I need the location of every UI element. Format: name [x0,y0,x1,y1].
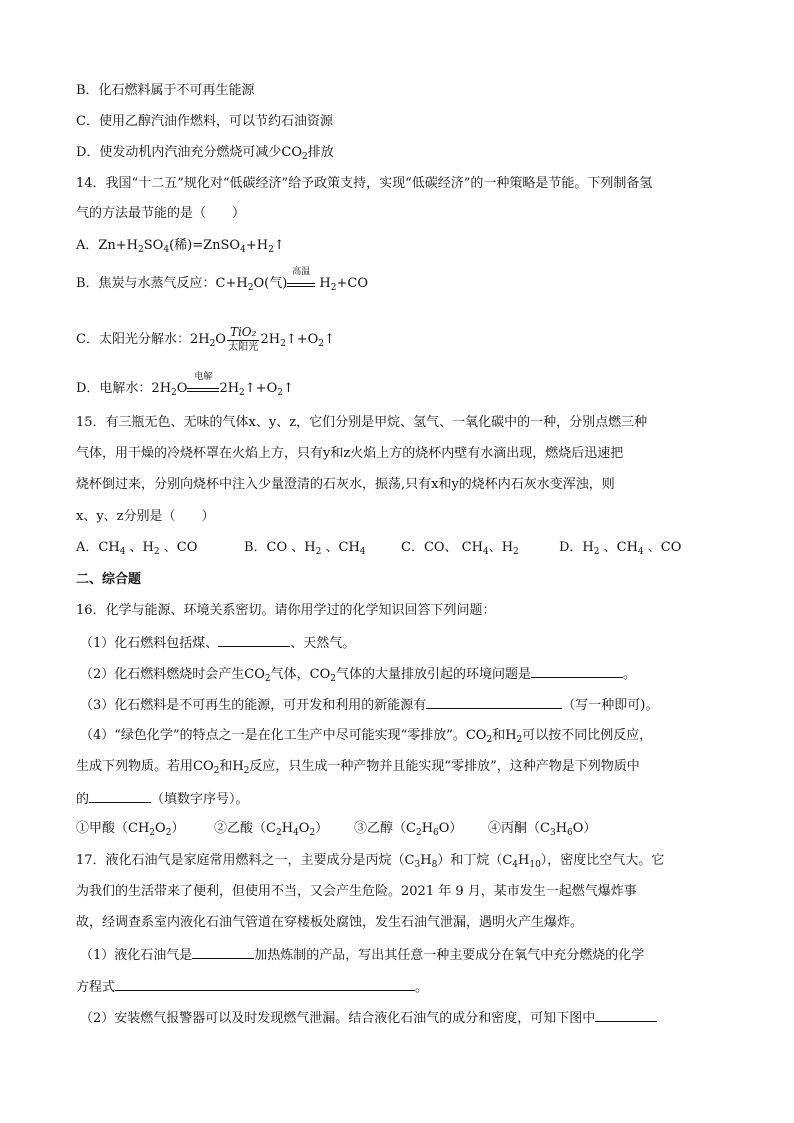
q14-option-a: A．$Zn+H_2SO_4$(稀)$=ZnSO_4+H_2↑$ [76,238,285,255]
q15-stem-line3: 烧杯倒过来，分别向烧杯中注入少量澄清的石灰水，振荡,只有x和y的烧杯内石灰水变浑浊，则 [76,477,615,492]
q17-stem-line3: 故，经调查系室内液化石油气管道在穿楼板处腐蚀，发生石油气泄漏，遇明火产生爆炸。 [76,915,584,930]
q16-choice-4: ④丙酮$(C_3H_6O)$ [488,821,597,838]
q16-part4-line1: （4）“绿色化学”的特点之一是在化工生产中尽可能实现“零排放”。$CO_2$和$H_2$可以按不同比例反应， [80,728,653,745]
section-heading: 二、综合题 [76,572,142,587]
q13-option-b: B．化石燃料属于不可再生能源 [76,83,255,98]
q15-option-a: A．$CH_4$ 、$H_2$ 、CO [76,540,198,557]
q17-part1: （1）液化石油气是 加热炼制的产品，写出其任意一种主要成分在氧气中充分燃烧的化学 [80,944,644,966]
q13-option-c: C．使用乙醇汽油作燃料，可以节约石油资源 [76,114,333,129]
q16-part2: （2）化石燃料燃烧时会产生$CO_2$气体，$CO_2$气体的大量排放引起的环境问题是 。 [80,663,636,685]
q14-option-d: D．电解水：$2H_2O$ 电解 $2H_2↑+O_2↑$ [76,372,294,398]
q16-intro: 16．化学与能源、环境关系密切。请你用学过的化学知识回答下列问题： [76,603,496,618]
answer-blank[interactable] [192,944,254,959]
q16-part4-line2: 生成下列物质。若用$CO_2$和$H_2$反应，只生成一种产物并且能实现“零排放”，这种产物是下列物质中 [76,759,640,776]
q17-part1-line2: 方程式 。 [76,976,428,998]
reaction-condition: 高温 [287,273,315,287]
q15-option-c: C．CO、 $CH_4$、$H_2$ [401,540,519,557]
q16-choice-1: ①甲酸$(CH_2O_2)$ [76,821,185,838]
q15-stem-line1: 15．有三瓶无色、无味的气体x、y、z，它们分别是甲烷、氢气、一氧化碳中的一种，分别点燃三种 [76,415,648,430]
q15-stem-line4: x、y、z分别是（ ） [76,509,215,524]
q17-part2: （2）安装燃气报警器可以及时发现燃气泄漏。结合液化石油气的成分和密度，可知下图中 [80,1007,657,1029]
q16-choice-2: ②乙酸$(C_2H_4O_2)$ [214,821,329,838]
q17-stem-line2: 为我们的生活带来了便利，但使用不当，又会产生危险。2021 年 9 月，某市发生一起燃气爆炸事 [76,884,637,899]
q16-choices [76,819,596,839]
answer-blank[interactable] [89,788,151,803]
q16-part1: （1）化石燃料包括煤、 、天然气。 [80,632,355,654]
q13-option-d: D．使发动机内汽油充分燃烧可减少$CO_2$排放 [76,145,334,162]
q17-stem-line1: 17．液化石油气是家庭常用燃料之一，主要成分是丙烷$(C_3H_8)$和丁烷$(C_4H_{10})$，密度比空气大。它 [76,853,665,870]
q14-stem-line1: 14．我国“十二五”规化对“低碳经济”给予政策支持，实现“低碳经济”的一种策略是节能。下列制备氢 [76,176,653,191]
answer-blank[interactable] [218,632,290,647]
q15-options [76,538,681,558]
answer-blank[interactable] [426,694,562,709]
answer-blank[interactable] [595,1007,657,1022]
answer-blank[interactable] [115,976,415,991]
q15-option-d: D．$H_2$ 、$CH_4$ 、CO [559,540,682,557]
q15-stem-line2: 气体，用干燥的冷烧杯罩在火焰上方，只有y和z火焰上方的烧杯内壁有水滴出现，燃烧后迅速把 [76,446,624,461]
q16-choice-3: ③乙醇$(C_2H_6O)$ [354,821,463,838]
q14-option-b: B．焦炭与水蒸气反应：$C+H_2O$(气) 高温 $H_2+CO$ [76,267,368,293]
q16-part3: （3）化石燃料是不可再生的能源，可开发和利用的新能源有 （写一种即可)。 [80,694,658,716]
q15-option-b: B．CO 、$H_2$ 、$CH_4$ [244,540,366,557]
answer-blank[interactable] [531,663,623,678]
reaction-condition: $\frac{\text{TiO₂}}{\text{太阳光}}$ [228,325,259,353]
reaction-condition: 电解 [187,378,219,392]
q16-part4-line3: 的 （填数字序号）。 [76,788,249,810]
q14-option-c: C．太阳光分解水：$2H_2O$ $\frac{\text{TiO₂}}{\text{太阳光}}$ $2H_2↑+O_2↑$ [76,325,335,353]
q14-stem-line2: 气的方法最节能的是（ ） [76,206,246,221]
